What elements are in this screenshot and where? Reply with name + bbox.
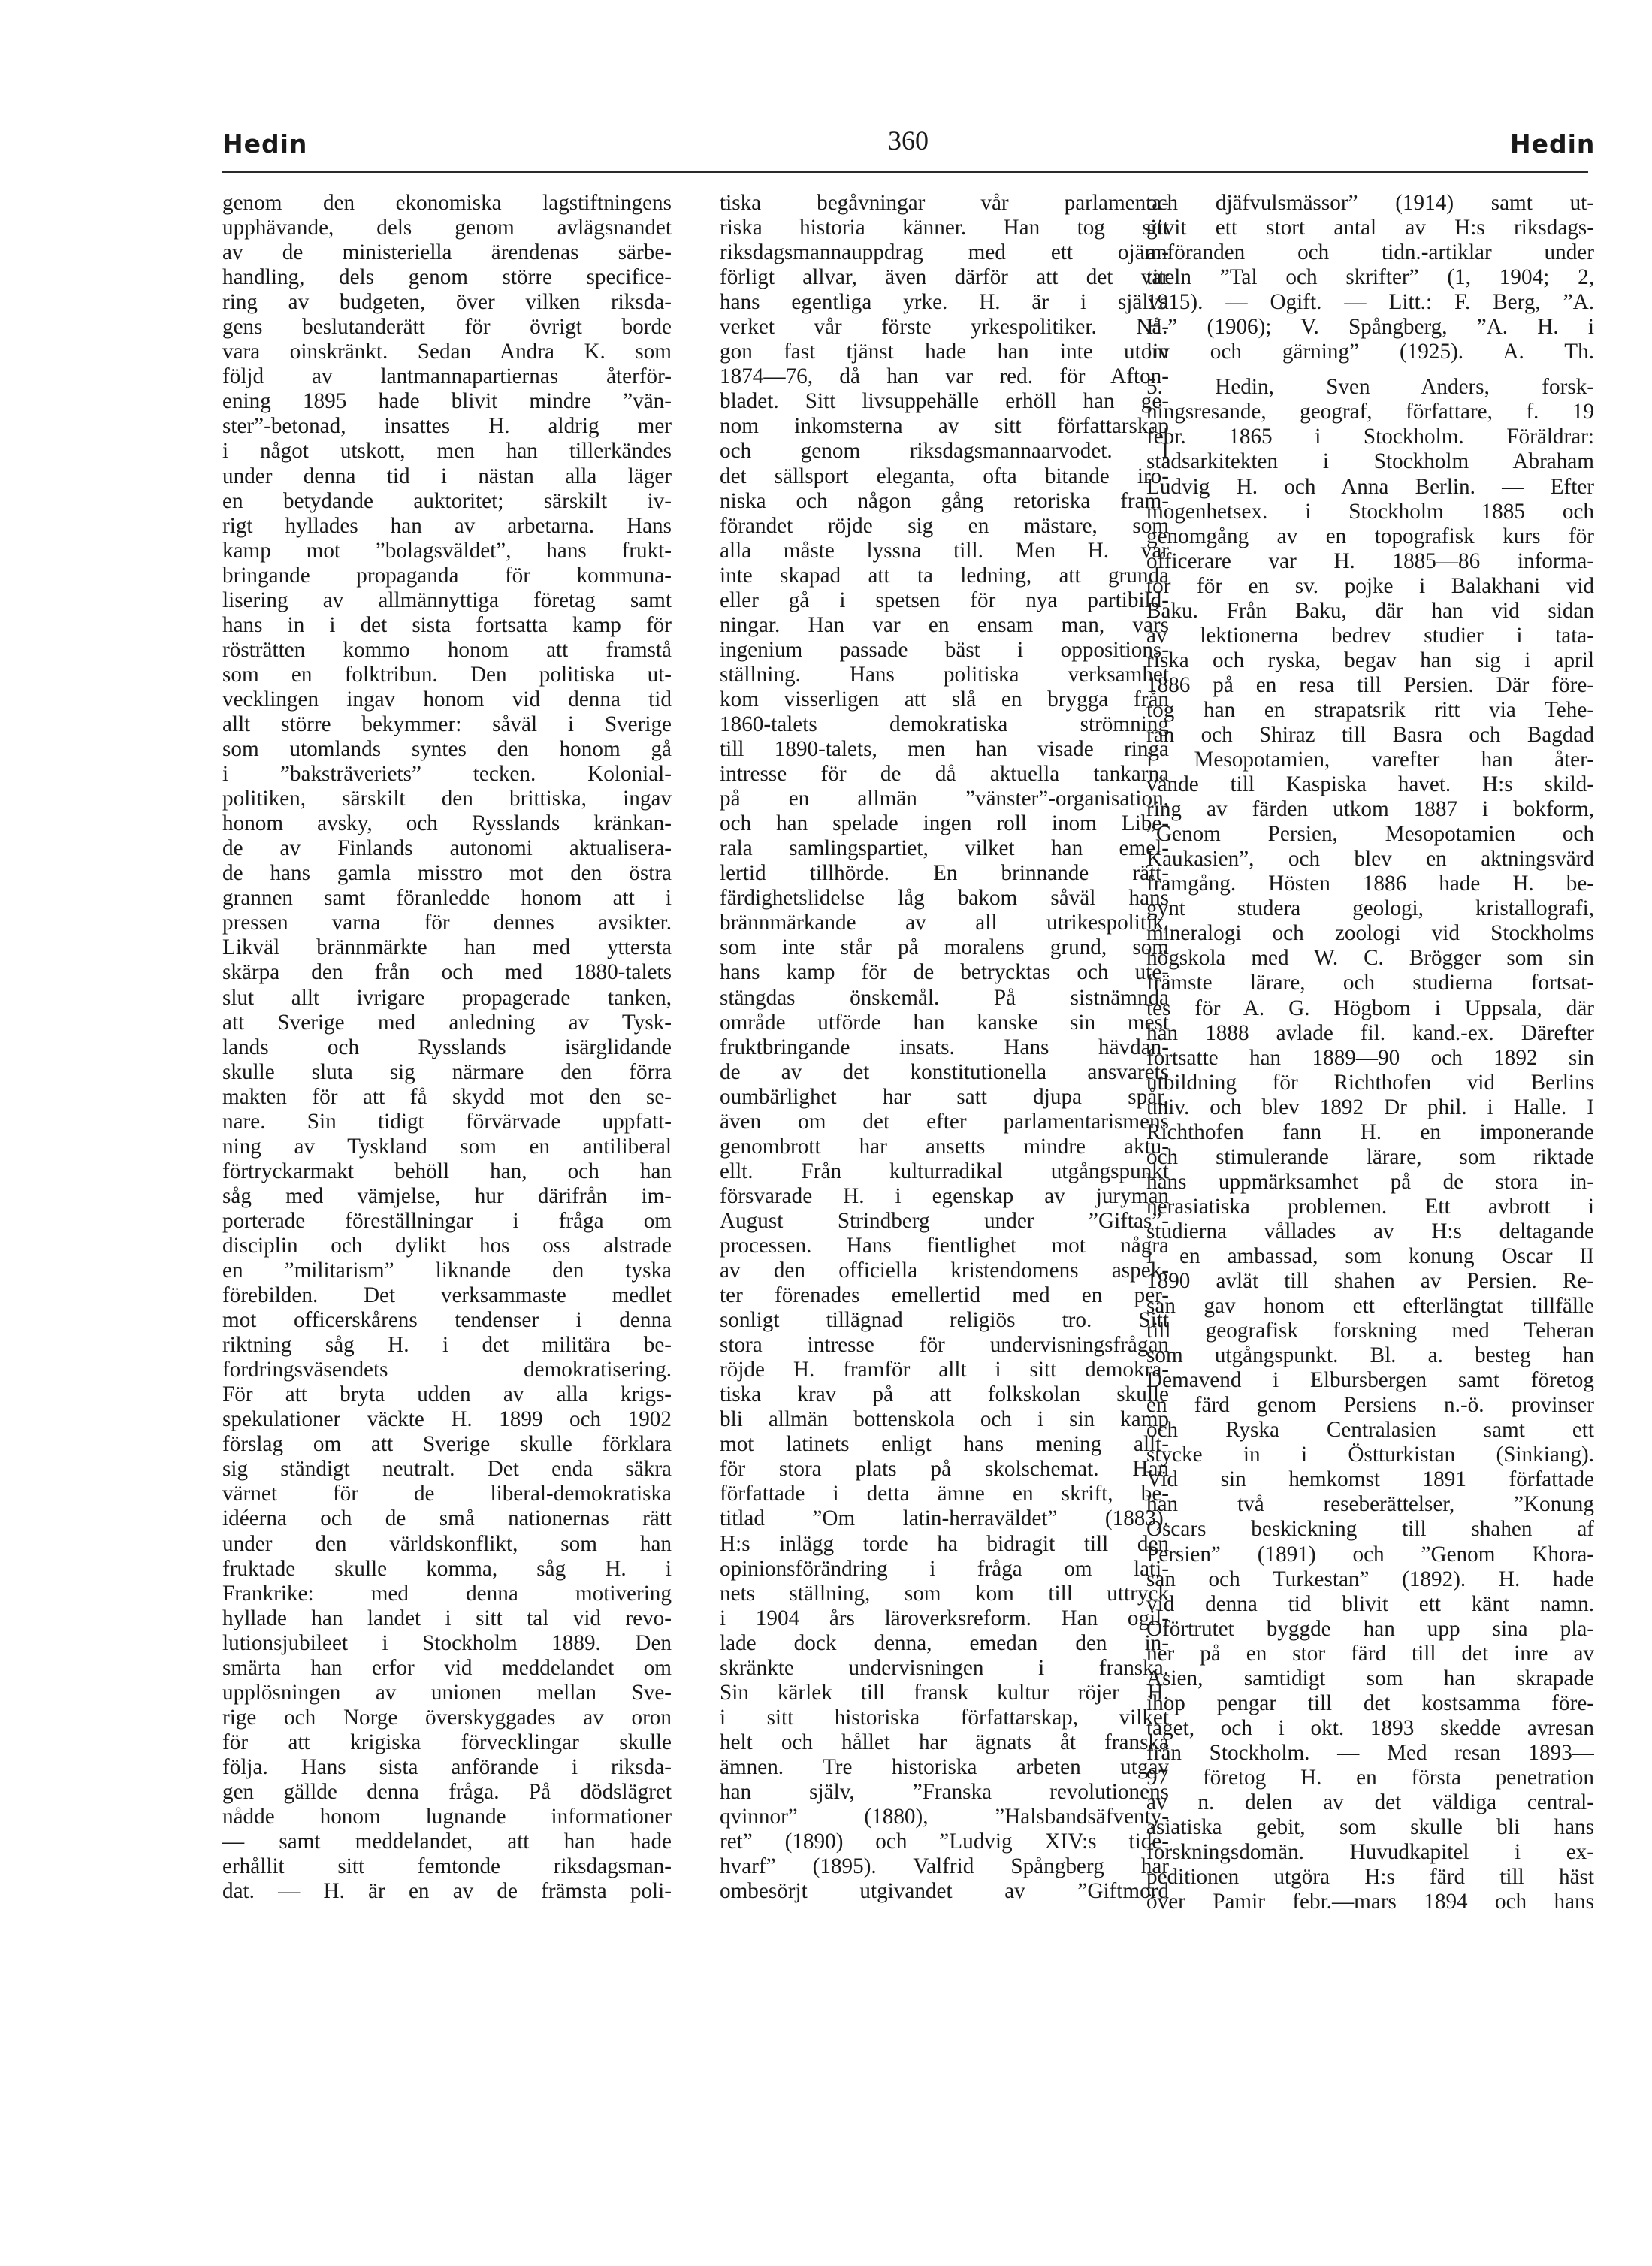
text-line: ombesörjt utgivandet av ”Giftmord bbox=[720, 1879, 1169, 1904]
text-line: ran och Shiraz till Basra och Bagdad bbox=[1146, 722, 1594, 747]
text-line: gon fast tjänst hade han inte utom bbox=[720, 340, 1169, 364]
text-line: tiska krav på att folkskolan skulle bbox=[720, 1382, 1169, 1407]
text-line: ellt. Från kulturradikal utgångspunkt bbox=[720, 1159, 1169, 1183]
text-line: gen gällde denna fråga. På dödslägret bbox=[222, 1780, 672, 1804]
text-line: skränkte undervisningen i franska. bbox=[720, 1655, 1169, 1680]
text-line: under denna tid i nästan alla läger bbox=[222, 464, 672, 488]
text-line: till geografisk forskning med Teheran bbox=[1146, 1319, 1594, 1343]
text-line: av n. delen av det väldiga central- bbox=[1146, 1790, 1594, 1814]
text-line: grannen samt föranledde honom att i bbox=[222, 886, 672, 911]
text-line: författade i detta ämne en skrift, be- bbox=[720, 1482, 1169, 1506]
text-line: skärpa den från och med 1880-talets bbox=[222, 960, 672, 985]
text-line: san gav honom ett efterlängtat tillfälle bbox=[1146, 1294, 1594, 1319]
text-line: han själv, ”Franska revolutionens bbox=[720, 1780, 1169, 1804]
text-line: 1886 på en resa till Persien. Där före- bbox=[1146, 672, 1594, 697]
text-line: Asien, samtidigt som han skrapade bbox=[1146, 1666, 1594, 1690]
text-line: ingenium passade bäst i oppositions- bbox=[720, 637, 1169, 662]
text-line: rige och Norge överskyggades av oron bbox=[222, 1705, 672, 1730]
text-line: processen. Hans fientlighet mot några bbox=[720, 1233, 1169, 1258]
text-line: genomgång av en topografisk kurs för bbox=[1146, 524, 1594, 548]
text-line: hans egentliga yrke. H. är i själva bbox=[720, 290, 1169, 315]
text-line: taget, och i okt. 1893 skedde avresan bbox=[1146, 1715, 1594, 1740]
text-line: univ. och blev 1892 Dr phil. i Halle. I bbox=[1146, 1095, 1594, 1119]
text-line: tes för A. G. Högbom i Uppsala, där bbox=[1146, 996, 1594, 1020]
text-line: röjde H. framför allt i sitt demokra- bbox=[720, 1358, 1169, 1382]
text-line: hans uppmärksamhet på de stora in- bbox=[1146, 1169, 1594, 1194]
text-line: 1915). — Ogift. — Litt.: F. Berg, ”A. bbox=[1146, 290, 1594, 315]
text-line: ställning. Hans politiska verksamhet bbox=[720, 662, 1169, 687]
text-line: tog han en strapatsrik ritt via Tehe- bbox=[1146, 697, 1594, 722]
text-line: under den världskonflikt, som han bbox=[222, 1531, 672, 1556]
text-line: Richthofen fann H. en imponerande bbox=[1146, 1119, 1594, 1144]
text-line: kamp mot ”bolagsväldet”, hans frukt- bbox=[222, 538, 672, 563]
text-line: att Sverige med anledning av Tysk- bbox=[222, 1010, 672, 1035]
text-line: riktning såg H. i det militära be- bbox=[222, 1333, 672, 1358]
text-line: stadsarkitekten i Stockholm Abraham bbox=[1146, 449, 1594, 474]
text-line: de av det konstitutionella ansvarets bbox=[720, 1059, 1169, 1084]
text-line: 1890 avlät till shahen av Persien. Re- bbox=[1146, 1269, 1594, 1294]
text-line: främste lärare, och studierna fortsat- bbox=[1146, 971, 1594, 996]
text-line: pressen varna för dennes avsikter. bbox=[222, 911, 672, 935]
text-line: av lektionerna bedrev studier i tata- bbox=[1146, 623, 1594, 648]
text-line: hvarf” (1895). Valfrid Spångberg har bbox=[720, 1854, 1169, 1879]
text-line: bli allmän bottenskola och i sin kamp bbox=[720, 1407, 1169, 1432]
text-line: utbildning för Richthofen vid Berlins bbox=[1146, 1070, 1594, 1095]
text-line: värnet för de liberal-demokratiska bbox=[222, 1482, 672, 1506]
text-line: anföranden och tidn.-artiklar under bbox=[1146, 240, 1594, 265]
text-line: 1874—76, då han var red. för Afton- bbox=[720, 364, 1169, 389]
text-line: en ”militarism” liknande den tyska bbox=[222, 1258, 672, 1283]
text-line: han 1888 avlade fil. kand.-ex. Därefter bbox=[1146, 1020, 1594, 1045]
text-line: till 1890-talets, men han visade ringa bbox=[720, 737, 1169, 762]
text-line: dat. — H. är en av de främsta poli- bbox=[222, 1879, 672, 1904]
text-line: bladet. Sitt livsuppehälle erhöll han ge- bbox=[720, 389, 1169, 414]
text-line: Likväl brännmärkte han med yttersta bbox=[222, 935, 672, 960]
text-line: över Pamir febr.—mars 1894 och hans bbox=[1146, 1890, 1594, 1914]
text-line: fruktbringande insats. Hans hävdan- bbox=[720, 1035, 1169, 1059]
text-line: och han spelade ingen roll inom Libe- bbox=[720, 811, 1169, 836]
text-line: Frankrike: med denna motivering bbox=[222, 1581, 672, 1606]
text-line: spekulationer väckte H. 1899 och 1902 bbox=[222, 1407, 672, 1432]
text-line: Vid sin hemkomst 1891 författade bbox=[1146, 1467, 1594, 1492]
text-line: August Strindberg under ”Giftas”- bbox=[720, 1208, 1169, 1233]
text-line: fortsatte han 1889—90 och 1892 sin bbox=[1146, 1045, 1594, 1070]
text-line: forskningsdomän. Huvudkapitel i ex- bbox=[1146, 1840, 1594, 1865]
text-line: ret” (1890) och ”Ludvig XIV:s tide- bbox=[720, 1829, 1169, 1854]
text-column-2 bbox=[720, 191, 1169, 1904]
text-line: ter förenades emellertid med en per- bbox=[720, 1283, 1169, 1308]
text-line: porterade föreställningar i fråga om bbox=[222, 1208, 672, 1233]
text-line: skulle sluta sig närmare den förra bbox=[222, 1059, 672, 1084]
text-line: För att bryta udden av alla krigs- bbox=[222, 1382, 672, 1407]
text-line: i Mesopotamien, varefter han åter- bbox=[1146, 748, 1594, 772]
text-line: Oförtrutet byggde han upp sina pla- bbox=[1146, 1616, 1594, 1641]
text-line: framgång. Hösten 1886 hade H. be- bbox=[1146, 872, 1594, 896]
text-line: som utgångspunkt. Bl. a. besteg han bbox=[1146, 1343, 1594, 1368]
text-line: ring av färden utkom 1887 i bokform, bbox=[1146, 797, 1594, 822]
text-line: följa. Hans sista anförande i riksda- bbox=[222, 1754, 672, 1779]
text-line: brännmärkande av all utrikespolitik, bbox=[720, 911, 1169, 935]
text-line: såg med vämjelse, hur därifrån im- bbox=[222, 1183, 672, 1208]
text-line: det sällsport eleganta, ofta bitande iro- bbox=[720, 464, 1169, 488]
text-line: de hans gamla misstro mot den östra bbox=[222, 861, 672, 886]
text-line: nare. Sin tidigt förvärvade uppfatt- bbox=[222, 1109, 672, 1134]
text-line: även om det efter parlamentarismens bbox=[720, 1109, 1169, 1134]
text-line: i ”baksträveriets” tecken. Kolonial- bbox=[222, 762, 672, 787]
text-line: slut allt ivrigare propagerade tanken, bbox=[222, 985, 672, 1010]
text-line: gens beslutanderätt för övrigt borde bbox=[222, 315, 672, 340]
text-line: Sin kärlek till fransk kultur röjer H. bbox=[720, 1680, 1169, 1705]
text-line: stora intresse för undervisningsfrågan bbox=[720, 1333, 1169, 1358]
text-line: lisering av allmännyttiga företag samt bbox=[222, 588, 672, 612]
text-line: intresse för de då aktuella tankarna bbox=[720, 762, 1169, 787]
text-line: Baku. Från Baku, där han vid sidan bbox=[1146, 598, 1594, 623]
text-line: kom visserligen att slå en brygga från bbox=[720, 687, 1169, 712]
text-line: tiska begåvningar vår parlamenta- bbox=[720, 191, 1169, 215]
text-line: helt och hållet har ägnats åt franska bbox=[720, 1730, 1169, 1754]
text-line: som en folktribun. Den politiska ut- bbox=[222, 662, 672, 687]
header-rule bbox=[222, 171, 1588, 173]
text-line: smärta han erfor vid meddelandet om bbox=[222, 1655, 672, 1680]
text-line: ”Genom Persien, Mesopotamien och bbox=[1146, 822, 1594, 847]
text-line: politiken, särskilt den brittiska, ingav bbox=[222, 787, 672, 811]
text-line: sonligt tillägnad religiös tro. Sitt bbox=[720, 1308, 1169, 1333]
text-column-3 bbox=[1146, 191, 1594, 1914]
text-line: de av Finlands autonomi aktualisera- bbox=[222, 836, 672, 861]
text-line: qvinnor” (1880), ”Halsbandsäfventy- bbox=[720, 1805, 1169, 1829]
text-line: alla måste lyssna till. Men H. var bbox=[720, 538, 1169, 563]
text-line: och Ryska Centralasien samt ett bbox=[1146, 1418, 1594, 1443]
text-line: i 1904 års läroverksreform. Han ogil- bbox=[720, 1606, 1169, 1630]
text-line: på en allmän ”vänster”-organisation, bbox=[720, 787, 1169, 811]
text-line: stycke in i Östturkistan (Sinkiang). bbox=[1146, 1443, 1594, 1467]
text-line: officerare var H. 1885—86 informa- bbox=[1146, 548, 1594, 573]
text-line: H.” (1906); V. Spångberg, ”A. H. i bbox=[1146, 315, 1594, 340]
text-line: H:s inlägg torde ha bidragit till den bbox=[720, 1531, 1169, 1556]
text-line: Oscars beskickning till shahen af bbox=[1146, 1517, 1594, 1542]
text-line: ihop pengar till det kostsamma före- bbox=[1146, 1690, 1594, 1715]
text-line: Persien” (1891) och ”Genom Khora- bbox=[1146, 1542, 1594, 1567]
text-line: som inte står på moralens grund, som bbox=[720, 935, 1169, 960]
text-line: vid denna tid blivit ett känt namn. bbox=[1146, 1591, 1594, 1616]
text-line: högskola med W. C. Brögger som sin bbox=[1146, 946, 1594, 971]
text-line: titeln ”Tal och skrifter” (1, 1904; 2, bbox=[1146, 265, 1594, 290]
text-line: Kaukasien”, och blev en aktningsvärd bbox=[1146, 847, 1594, 872]
text-line: ning av Tyskland som en antiliberal bbox=[222, 1134, 672, 1159]
text-line: asiatiska gebit, som skulle bli hans bbox=[1146, 1815, 1594, 1840]
text-line: område utförde han kanske sin mest bbox=[720, 1010, 1169, 1035]
text-line: i något utskott, men han tillerkändes bbox=[222, 439, 672, 464]
text-line: i en ambassad, som konung Oscar II bbox=[1146, 1243, 1594, 1268]
text-line: mot latinets enligt hans mening allt- bbox=[720, 1432, 1169, 1457]
text-line: honom avsky, och Rysslands kränkan- bbox=[222, 811, 672, 836]
text-line: mot officerskårens tendenser i denna bbox=[222, 1308, 672, 1333]
text-line: nådde honom lugnande informationer bbox=[222, 1805, 672, 1829]
text-line: för att krigiska förvecklingar skulle bbox=[222, 1730, 672, 1754]
text-line: för stora plats på skolschemat. Han bbox=[720, 1457, 1169, 1482]
text-line: hyllade han landet i sitt tal vid revo- bbox=[222, 1606, 672, 1630]
text-line: upphävande, dels genom avlägsnandet bbox=[222, 216, 672, 240]
text-line: lands och Rysslands isärglidande bbox=[222, 1035, 672, 1059]
text-line: vände till Kaspiska havet. H:s skild- bbox=[1146, 772, 1594, 797]
text-line: peditionen utgöra H:s färd till häst bbox=[1146, 1865, 1594, 1890]
text-line: sig ständigt neutralt. Det enda säkra bbox=[222, 1457, 672, 1482]
text-line: nets ställning, som kom till uttryck bbox=[720, 1581, 1169, 1606]
text-line: fruktade skulle komma, såg H. i bbox=[222, 1556, 672, 1581]
text-line: riska och ryska, begav han sig i april bbox=[1146, 648, 1594, 672]
text-line: 1860-talets demokratiska strömning bbox=[720, 712, 1169, 736]
text-line: rala samlingspartiet, vilket han emel- bbox=[720, 836, 1169, 861]
text-line: han två reseberättelser, ”Konung bbox=[1146, 1492, 1594, 1517]
text-line: bringande propaganda för kommuna- bbox=[222, 563, 672, 588]
running-head-right: Hedin bbox=[1510, 129, 1596, 159]
text-line: förslag om att Sverige skulle förklara bbox=[222, 1432, 672, 1457]
text-line: allt större bekymmer: såväl i Sverige bbox=[222, 712, 672, 736]
text-line: mineralogi och zoologi vid Stockholms bbox=[1146, 921, 1594, 946]
text-line: hans in i det sista fortsatta kamp för bbox=[222, 612, 672, 637]
text-line: i sitt historiska författarskap, vilket bbox=[720, 1705, 1169, 1730]
text-line: av de ministeriella ärendenas särbe- bbox=[222, 240, 672, 265]
text-line: en betydande auktoritet; särskilt iv- bbox=[222, 488, 672, 513]
text-line: 97 företog H. en första penetration bbox=[1146, 1765, 1594, 1790]
text-line: av den officiella kristendomens aspek- bbox=[720, 1258, 1169, 1283]
text-line: ningsresande, geograf, författare, f. 19 bbox=[1146, 400, 1594, 424]
text-line: san och Turkestan” (1892). H. hade bbox=[1146, 1567, 1594, 1591]
text-line: — samt meddelandet, att han hade bbox=[222, 1829, 672, 1854]
text-line: rigt hyllades han av arbetarna. Hans bbox=[222, 513, 672, 538]
text-line: och stimulerande lärare, som riktade bbox=[1146, 1144, 1594, 1169]
text-line: från Stockholm. — Med resan 1893— bbox=[1146, 1740, 1594, 1765]
text-line: givit ett stort antal av H:s riksdags- bbox=[1146, 216, 1594, 240]
text-line: handling, dels genom större specifice- bbox=[222, 265, 672, 290]
text-line: genom den ekonomiska lagstiftningens bbox=[222, 191, 672, 215]
text-line: rösträtten kommo honom att framstå bbox=[222, 637, 672, 662]
text-line: Ludvig H. och Anna Berlin. — Efter bbox=[1146, 474, 1594, 499]
text-line: mogenhetsex. i Stockholm 1885 och bbox=[1146, 499, 1594, 524]
text-line: verket vår förste yrkespolitiker. Nå- bbox=[720, 315, 1169, 340]
text-line: vara oinskränkt. Sedan Andra K. som bbox=[222, 340, 672, 364]
text-line: genombrott har ansetts mindre aktu- bbox=[720, 1134, 1169, 1159]
text-line: hans kamp för de betrycktas och ute- bbox=[720, 960, 1169, 985]
text-line: febr. 1865 i Stockholm. Föräldrar: bbox=[1146, 424, 1594, 449]
text-line: 5. Hedin, Sven Anders, forsk- bbox=[1146, 375, 1594, 400]
paragraph-gap bbox=[1146, 364, 1594, 375]
text-line: makten för att få skydd mot den se- bbox=[222, 1084, 672, 1109]
text-line: eller gå i spetsen för nya partibild- bbox=[720, 588, 1169, 612]
text-line: studierna vållades av H:s deltagande bbox=[1146, 1219, 1594, 1243]
page-number: 360 bbox=[888, 125, 929, 156]
text-line: ring av budgeten, över vilken riksda- bbox=[222, 290, 672, 315]
text-line: följd av lantmannapartiernas återför- bbox=[222, 364, 672, 389]
text-line: riksdagsmannauppdrag med ett ojäm- bbox=[720, 240, 1169, 265]
text-line: disciplin och dylikt hos oss alstrade bbox=[222, 1233, 672, 1258]
text-line: titlad ”Om latin-herraväldet” (1883). bbox=[720, 1506, 1169, 1531]
running-head-left: Hedin bbox=[222, 129, 308, 159]
text-line: fordringsväsendets demokratisering. bbox=[222, 1358, 672, 1382]
text-line: förtryckarmakt behöll han, och han bbox=[222, 1159, 672, 1183]
text-line: upplösningen av unionen mellan Sve- bbox=[222, 1680, 672, 1705]
text-line: gynt studera geologi, kristallografi, bbox=[1146, 896, 1594, 921]
text-line: riska historia känner. Han tog sitt bbox=[720, 216, 1169, 240]
text-line: liv och gärning” (1925). A. Th. bbox=[1146, 340, 1594, 364]
text-line: opinionsförändring i fråga om lati- bbox=[720, 1556, 1169, 1581]
text-line: oumbärlighet har satt djupa spår, bbox=[720, 1084, 1169, 1109]
text-column-1 bbox=[222, 191, 672, 1904]
text-line: förandet röjde sig en mästare, som bbox=[720, 513, 1169, 538]
text-line: ster”-betonad, insattes H. aldrig mer bbox=[222, 414, 672, 439]
text-line: ening 1895 hade blivit mindre ”vän- bbox=[222, 389, 672, 414]
text-line: inte skapad att ta ledning, att grunda bbox=[720, 563, 1169, 588]
text-line: ner på en stor färd till det inre av bbox=[1146, 1641, 1594, 1666]
text-line: lertid tillhörde. En brinnande rätt- bbox=[720, 861, 1169, 886]
text-line: en färd genom Persiens n.-ö. provinser bbox=[1146, 1393, 1594, 1418]
text-line: nerasiatiska problemen. Ett avbrott i bbox=[1146, 1194, 1594, 1219]
text-line: som utomlands syntes den honom gå bbox=[222, 737, 672, 762]
text-line: ämnen. Tre historiska arbeten utgav bbox=[720, 1754, 1169, 1779]
text-line: nom inkomsterna av sitt författarskap bbox=[720, 414, 1169, 439]
text-line: ningar. Han var en ensam man, vars bbox=[720, 612, 1169, 637]
text-line: niska och någon gång retoriska fram- bbox=[720, 488, 1169, 513]
text-line: stängdas önskemål. På sistnämnda bbox=[720, 985, 1169, 1010]
text-line: försvarade H. i egenskap av juryman bbox=[720, 1183, 1169, 1208]
text-line: idéerna och de små nationernas rätt bbox=[222, 1506, 672, 1531]
text-line: lutionsjubileet i Stockholm 1889. Den bbox=[222, 1630, 672, 1655]
text-line: förebilden. Det verksammaste medlet bbox=[222, 1283, 672, 1308]
text-line: vecklingen ingav honom vid denna tid bbox=[222, 687, 672, 712]
text-line: lade dock denna, emedan den in- bbox=[720, 1630, 1169, 1655]
text-line: och djäfvulsmässor” (1914) samt ut- bbox=[1146, 191, 1594, 215]
text-line: erhållit sitt femtonde riksdagsman- bbox=[222, 1854, 672, 1879]
text-line: färdighetslidelse låg bakom såväl hans bbox=[720, 886, 1169, 911]
text-line: och genom riksdagsmannaarvodet. I bbox=[720, 439, 1169, 464]
text-line: Demavend i Elbursbergen samt företog bbox=[1146, 1368, 1594, 1393]
text-line: tor för en sv. pojke i Balakhani vid bbox=[1146, 573, 1594, 598]
text-line: förligt allvar, även därför att det var bbox=[720, 265, 1169, 290]
